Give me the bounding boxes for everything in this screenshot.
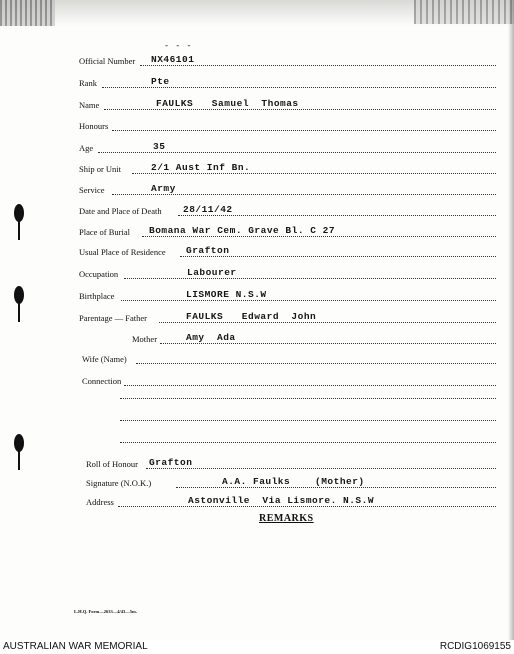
dotted-rule [142, 236, 496, 237]
field-place-of-burial [0, 224, 514, 240]
field-label: Wife (Name) [82, 354, 127, 364]
field-birthplace [0, 288, 514, 304]
field-label: Official Number [79, 56, 136, 66]
connection-continuation-line [120, 398, 496, 399]
dotted-rule [146, 468, 496, 469]
dotted-rule [124, 385, 496, 386]
field-connection [0, 373, 514, 389]
field-value: Bomana War Cem. Grave Bl. C 27 [149, 225, 336, 236]
scan-artifact-top-left [0, 0, 55, 26]
field-value: LISMORE N.S.W [186, 289, 267, 300]
dotted-rule [112, 194, 496, 195]
form-code: L.H.Q. Form—2633—4/43—5m. [74, 609, 137, 614]
field-parentage-mother [0, 331, 514, 347]
field-value: FAULKS Edward John [186, 311, 317, 322]
archive-footer [0, 640, 514, 654]
stray-dash-marks: - - - [165, 40, 194, 50]
field-label: Usual Place of Residence [79, 247, 166, 257]
dotted-rule [102, 87, 496, 88]
dotted-rule [118, 506, 496, 507]
field-value: 28/11/42 [183, 204, 233, 215]
dotted-rule [178, 215, 496, 216]
field-name [0, 97, 514, 113]
field-label: Honours [79, 121, 109, 131]
scan-artifact-top-right [414, 0, 514, 24]
field-value: Pte [151, 76, 170, 87]
field-value: FAULKS Samuel Thomas [156, 98, 299, 109]
field-label: Date and Place of Death [79, 206, 162, 216]
dotted-rule [124, 278, 496, 279]
field-parentage-father [0, 310, 514, 326]
field-official-number [0, 53, 514, 69]
dotted-rule [160, 343, 496, 344]
field-honours [0, 118, 514, 134]
field-occupation [0, 266, 514, 282]
field-value: 35 [153, 141, 166, 152]
field-label: Occupation [79, 269, 119, 279]
dotted-rule [121, 300, 496, 301]
field-service [0, 182, 514, 198]
connection-continuation-line [120, 442, 496, 443]
field-label: Rank [79, 78, 97, 88]
field-value: Grafton [186, 245, 230, 256]
binder-hole-icon [14, 434, 24, 452]
field-value: 2/1 Aust Inf Bn. [151, 162, 251, 173]
field-value: A.A. Faulks (Mother) [222, 476, 365, 487]
field-rank [0, 75, 514, 91]
field-label: Address [86, 497, 114, 507]
field-address [0, 494, 514, 510]
field-label: Service [79, 185, 105, 195]
dotted-rule [180, 256, 496, 257]
dotted-rule [132, 173, 496, 174]
dotted-rule [98, 152, 496, 153]
footer-record-id: RCDIG1069155 [439, 641, 511, 652]
field-signature-nok [0, 475, 514, 491]
field-wife-name [0, 351, 514, 367]
remarks-heading: REMARKS [259, 513, 314, 524]
field-label: Ship or Unit [79, 164, 122, 174]
footer-institution: AUSTRALIAN WAR MEMORIAL [3, 641, 148, 652]
dotted-rule [176, 487, 496, 488]
field-ship-or-unit [0, 161, 514, 177]
field-date-place-of-death [0, 203, 514, 219]
dotted-rule [104, 109, 496, 110]
field-usual-residence [0, 244, 514, 260]
dotted-rule [159, 322, 496, 323]
field-roll-of-honour [0, 456, 514, 472]
field-label: Age [79, 143, 94, 153]
field-label: Signature (N.O.K.) [86, 478, 152, 488]
dotted-rule [112, 130, 496, 131]
field-value: Astonville Via Lismore. N.S.W [188, 495, 375, 506]
field-value: Labourer [187, 267, 237, 278]
field-label: Mother [132, 334, 158, 344]
field-label: Birthplace [79, 291, 115, 301]
dotted-rule [140, 65, 496, 66]
field-age [0, 140, 514, 156]
field-label: Roll of Honour [86, 459, 138, 469]
field-value: NX46101 [151, 54, 195, 65]
field-value: Grafton [149, 457, 193, 468]
field-label: Name [79, 100, 100, 110]
field-value: Amy Ada [186, 332, 236, 343]
connection-continuation-line [120, 420, 496, 421]
dotted-rule [136, 363, 496, 364]
field-value: Army [151, 183, 176, 194]
field-label: Parentage — Father [79, 313, 147, 323]
field-label: Place of Burial [79, 227, 130, 237]
field-label: Connection [82, 376, 122, 386]
